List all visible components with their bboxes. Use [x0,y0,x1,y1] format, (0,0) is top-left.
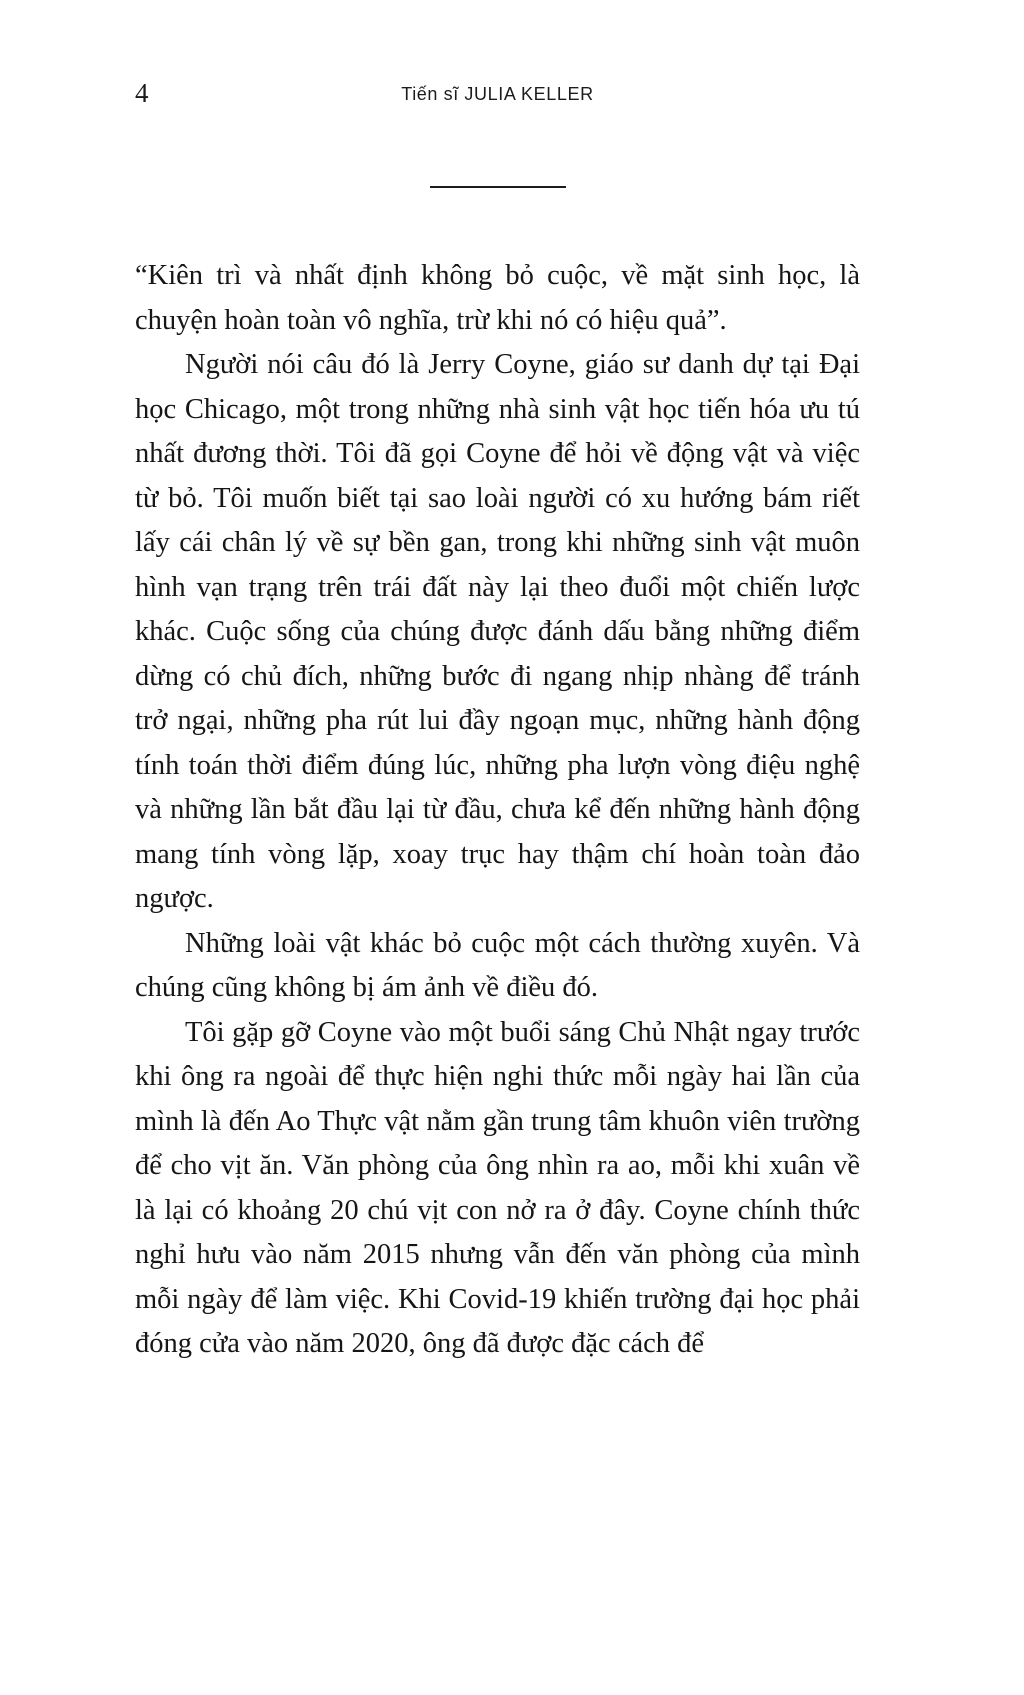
running-header: Tiến sĩ JULIA KELLER [401,84,594,104]
book-page [0,80,1024,1695]
page-body [135,254,860,1367]
paragraph: Những loài vật khác bỏ cuộc một cách thường xuyên. Và chúng cũng không bị ám ảnh về điều đó. [135,927,860,1003]
paragraph: Tôi gặp gỡ Coyne vào một buổi sáng Chủ Nhật ngay trước khi ông ra ngoài để thực hiện nghi thức mỗi ngày hai lần của mình là đến Ao Thực vật nằm gần trung tâm khuôn viên trường để cho vịt ăn. Văn phòng của ông nhìn ra ao, mỗi khi xuân về là lại có khoảng 20 chú vịt con nở ra ở đây. Coyne chính thức nghỉ hưu vào năm 2015 nhưng vẫn đến văn phòng của mình mỗi ngày để làm việc. Khi Covid-19 khiến trường đại học phải đóng cửa vào năm 2020, ông đã được đặc cách để [135,1016,860,1359]
section-divider [430,186,566,188]
page-number: 4 [135,78,149,108]
paragraph-quote: “Kiên trì và nhất định không bỏ cuộc, về mặt sinh học, là chuyện hoàn toàn vô nghĩa, trừ khi nó có hiệu quả”. [135,260,860,336]
page-header [135,80,860,116]
paragraph: Người nói câu đó là Jerry Coyne, giáo sư danh dự tại Đại học Chicago, một trong những nhà sinh vật học tiến hóa ưu tú nhất đương thời. Tôi đã gọi Coyne để hỏi về động vật và việc từ bỏ. Tôi muốn biết tại sao loài người có xu hướng bám riết lấy cái chân lý về sự bền gan, trong khi những sinh vật muôn hình vạn trạng trên trái đất này lại theo đuổi một chiến lược khác. Cuộc sống của chúng được đánh dấu bằng những điểm dừng có chủ đích, những bước đi ngang nhịp nhàng để tránh trở ngại, những pha rút lui đầy ngoạn mục, những hành động tính toán thời điểm đúng lúc, những pha lượn vòng điệu nghệ và những lần bắt đầu lại từ đầu, chưa kể đến những hành động mang tính vòng lặp, xoay trục hay thậm chí hoàn toàn đảo ngược. [135,349,860,914]
